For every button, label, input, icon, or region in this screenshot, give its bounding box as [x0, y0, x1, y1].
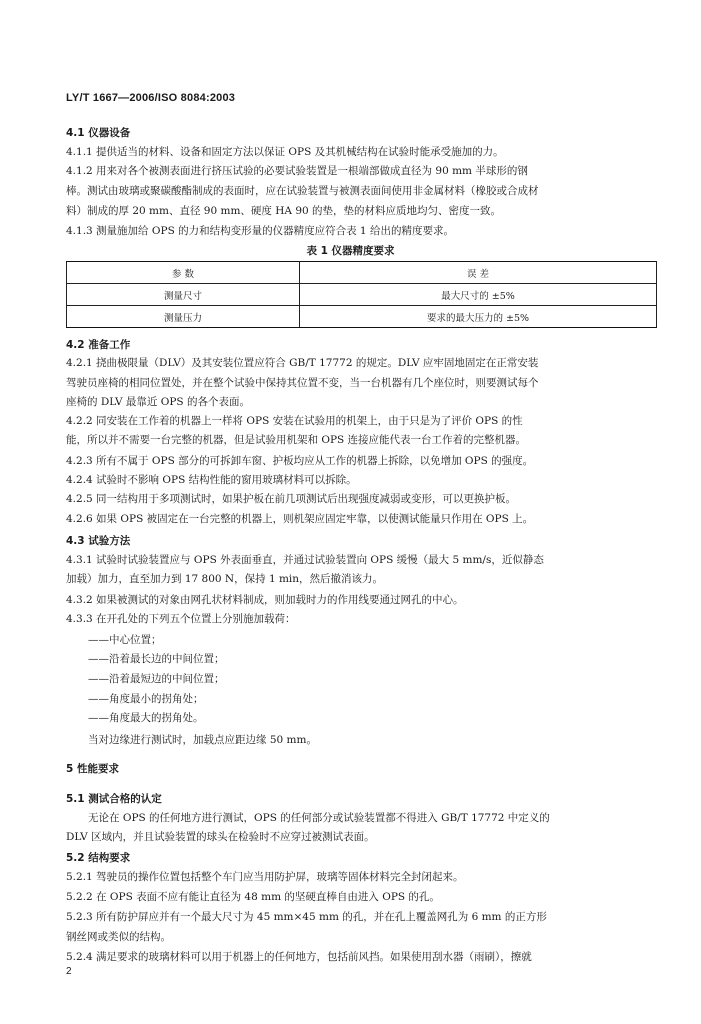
text-line: 座椅的 DLV 最靠近 OPS 的各个表面。 [66, 396, 250, 408]
text-line: 4.2.1 挠曲极限量（DLV）及其安装位置应符合 GB/T 17772 的规定。DLV 应牢固地固定在正常安装 [66, 357, 539, 369]
text-line: ——中心位置； [88, 634, 162, 646]
text-line: 5.2.2 在 OPS 表面不应有能让直径为 48 mm 的坚硬直棒自由进入 OPS 的孔。 [66, 891, 440, 903]
table-row [67, 306, 657, 328]
text-line: 4.2.4 试验时不影响 OPS 结构性能的窗用玻璃材料可以拆除。 [66, 474, 357, 486]
text-line: 4.2.5 同一结构用于多项测试时，如果护板在前几项测试后出现强度减弱或变形，可以更换护板。 [66, 493, 517, 505]
page-number: 2 [66, 966, 72, 977]
text-line: 4.1.3 测量施加给 OPS 的力和结构变形量的仪器精度应符合表 1 给出的精度要求。 [66, 225, 454, 237]
text-line: 5.2.1 驾驶员的操作位置包括整个车门应当用防护屏，玻璃等固体材料完全封闭起来。 [66, 871, 464, 883]
text-line: DLV 区域内，并且试验装置的球头在检验时不应穿过被测试表面。 [66, 831, 375, 843]
text-line: 能，所以并不需要一台完整的机器，但是试验用机架和 OPS 连接应能代表一台工作着的完整机器。 [66, 434, 527, 446]
accuracy-table [66, 261, 657, 328]
text-line: 当对边缘进行测试时，加载点应距边缘 50 mm。 [88, 734, 317, 746]
section-heading: 5.1 测试合格的认定 [66, 793, 162, 805]
section-heading: 4.1 仪器设备 [66, 127, 131, 139]
text-line: 加载）加力，直至加力到 17 800 N，保持 1 min，然后撤消该力。 [66, 573, 384, 585]
text-line: ——角度最大的拐角处。 [88, 712, 204, 724]
text-line: 钢丝网或类似的结构。 [66, 931, 171, 943]
text-line: 5.2.4 满足要求的玻璃材料可以用于机器上的任何地方，包括前风挡。如果使用刮水器（雨刷），擦就 [66, 951, 532, 963]
table-cell: 测量压力 [67, 306, 300, 328]
table-cell: 测量尺寸 [67, 284, 300, 306]
text-line: 4.2.2 同安装在工作着的机器上一样将 OPS 安装在试验用的机架上，由于只是为了评价 OPS 的性 [66, 415, 523, 427]
section-heading: 5.2 结构要求 [66, 852, 131, 864]
table-header-error: 误 差 [300, 262, 657, 284]
table-header-row [67, 262, 657, 284]
section-heading: 4.2 准备工作 [66, 339, 131, 351]
text-line: 驾驶员座椅的相同位置处，并在整个试验中保持其位置不变，当一台机器有几个座位时，则要测试每个 [66, 377, 539, 389]
section-heading: 4.3 试验方法 [66, 535, 131, 547]
text-line: 4.1.2 用来对各个被测表面进行挤压试验的必要试验装置是一根端部做成直径为 90 mm 半球形的钢 [66, 165, 528, 177]
table-caption: 表 1 仪器精度要求 [306, 245, 395, 257]
table-cell: 最大尺寸的 ±5% [300, 284, 657, 306]
text-line: 4.1.1 提供适当的材料、设备和固定方法以保证 OPS 及其机械结构在试验时能承受施加的力。 [66, 146, 504, 158]
table-header-param: 参 数 [67, 262, 300, 284]
text-line: 4.3.1 试验时试验装置应与 OPS 外表面垂直，并通过试验装置向 OPS 缓慢（最大 5 mm/s，近似静态 [66, 554, 544, 566]
text-line: 无论在 OPS 的任何地方进行测试，OPS 的任何部分或试验装置都不得进入 GB/T 17772 中定义的 [88, 812, 550, 824]
text-line: 4.2.6 如果 OPS 被固定在一台完整的机器上，则机架应固定牢靠，以使测试能量只作用在 OPS 上。 [66, 513, 534, 525]
section-heading: 5 性能要求 [66, 763, 119, 775]
text-line: ——角度最小的拐角处； [88, 693, 204, 705]
table-row [67, 284, 657, 306]
text-line: 4.3.2 如果被测试的对象由网孔状材料制成，则加载时力的作用线要通过网孔的中心。 [66, 594, 464, 606]
standard-header: LY/T 1667—2006/ISO 8084:2003 [66, 92, 236, 104]
text-line: 5.2.3 所有防护屏应并有一个最大尺寸为 45 mm×45 mm 的孔，并在孔上覆盖网孔为 6 mm 的正方形 [66, 911, 547, 923]
text-line: ——沿着最短边的中间位置； [88, 673, 225, 685]
text-line: 料）制成的厚 20 mm、直径 90 mm、硬度 HA 90 的垫，垫的材料应质地均匀、密度一致。 [66, 205, 502, 217]
table-cell: 要求的最大压力的 ±5% [300, 306, 657, 328]
text-line: 棒。测试由玻璃或聚碳酸酯制成的表面时，应在试验装置与被测表面间使用非金属材料（橡胶或合成材 [66, 185, 539, 197]
text-line: 4.2.3 所有不属于 OPS 部分的可拆卸车窗、护板均应从工作的机器上拆除，以免增加 OPS 的强度。 [66, 455, 534, 467]
text-line: ——沿着最长边的中间位置； [88, 653, 225, 665]
text-line: 4.3.3 在开孔处的下列五个位置上分别施加载荷： [66, 613, 296, 625]
